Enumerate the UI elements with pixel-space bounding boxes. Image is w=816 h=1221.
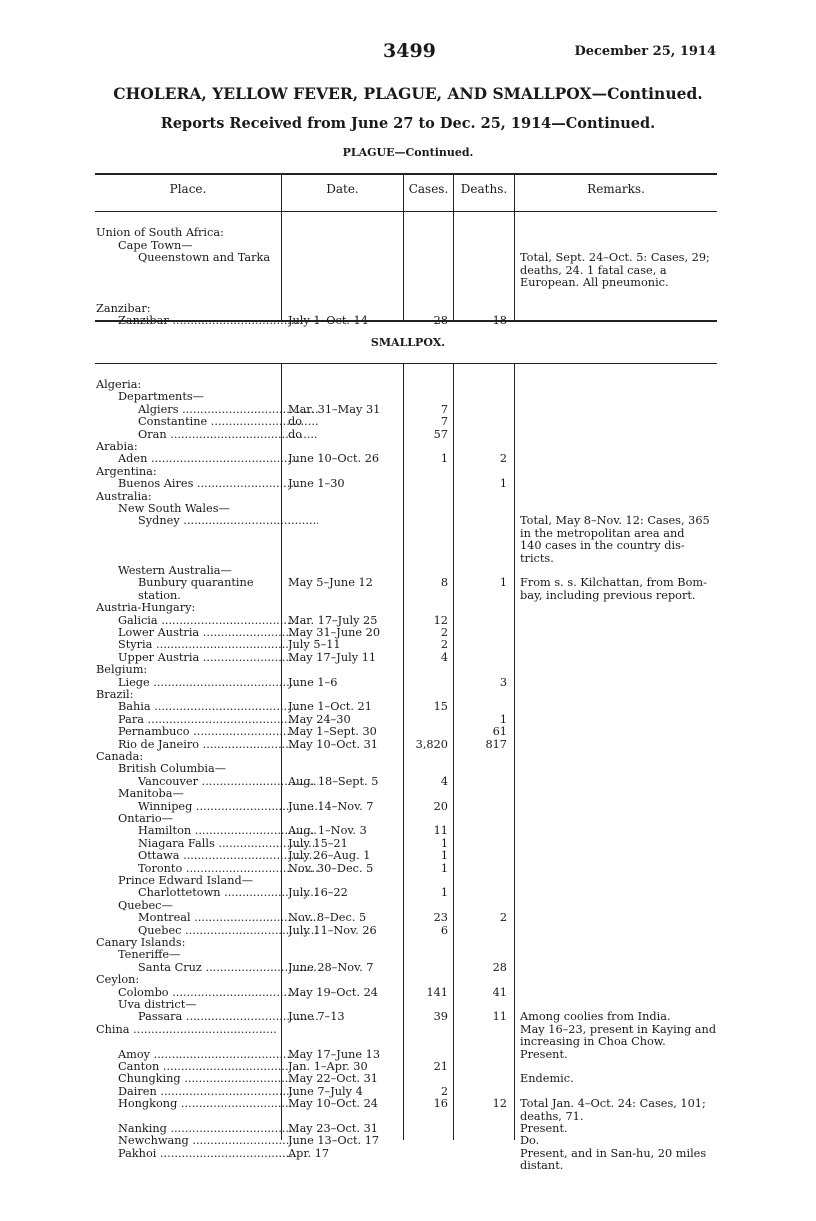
col-header-cases: Cases.: [408, 182, 449, 196]
place-cell: Prince Edward Island—: [118, 874, 254, 887]
cases-cell: 16: [433, 1097, 448, 1111]
table-row: [0, 824, 816, 837]
table-row: [0, 762, 816, 775]
table-row: [0, 552, 816, 565]
place-cell: Ottawa .....: [96, 849, 318, 862]
table-row: [0, 750, 816, 763]
table-row: [0, 899, 816, 912]
date-cell: July 1–Oct. 14: [288, 314, 368, 328]
cases-cell: 1: [440, 452, 448, 466]
deaths-cell: 12: [492, 1097, 507, 1111]
place-cell: Newchwang .....: [96, 1134, 298, 1147]
table-row: [0, 676, 816, 689]
remarks-cell: in the metropolitan area and: [520, 526, 685, 540]
cases-cell: 1: [440, 849, 448, 863]
date-cell: May 24–30: [288, 712, 351, 726]
place-cell: Belgium:: [96, 663, 148, 677]
cases-cell: 4: [440, 774, 448, 788]
place-cell: Styria .....: [96, 638, 298, 651]
remarks-cell: bay, including previous report.: [520, 588, 696, 602]
place-cell: China .....: [96, 1023, 276, 1036]
place-cell: Montreal .....: [96, 911, 318, 924]
cases-cell: 15: [433, 700, 448, 714]
deaths-cell: 817: [485, 737, 507, 751]
table-row: [0, 1134, 816, 1147]
place-cell: Ceylon:: [96, 973, 140, 987]
cases-cell: 21: [433, 1060, 448, 1073]
table-row: [0, 713, 816, 726]
place-cell: Passara .....: [96, 1010, 318, 1023]
table-row: [0, 502, 816, 515]
date-cell: May 1–Sept. 30: [288, 725, 377, 739]
place-cell: Quebec .....: [96, 924, 318, 937]
date-cell: July 15–21: [288, 836, 348, 850]
table-row: [0, 465, 816, 478]
table-row: [0, 239, 816, 252]
table-row: [0, 302, 816, 315]
table-row: [0, 849, 816, 862]
date-cell: do: [288, 415, 303, 429]
deaths-cell: 18: [492, 314, 507, 328]
table-row: [0, 1023, 816, 1036]
remarks-cell: Present, and in San-hu, 20 miles: [520, 1146, 707, 1160]
table-row: [0, 1035, 816, 1048]
table-row: [0, 874, 816, 887]
deaths-cell: 11: [492, 1010, 507, 1024]
plague-section-title: PLAGUE—Continued.: [342, 146, 474, 159]
deaths-cell: 2: [499, 452, 507, 466]
place-cell: station.: [138, 588, 181, 602]
table-row: [0, 276, 816, 289]
table-row: [0, 226, 816, 239]
date-cell: June 13–Oct. 17: [288, 1134, 380, 1148]
table-row: [0, 812, 816, 825]
deaths-cell: 2: [499, 911, 507, 925]
place-cell: Hongkong .....: [96, 1097, 298, 1110]
col-header-deaths: Deaths.: [460, 182, 508, 196]
date-cell: May 17–July 11: [288, 650, 377, 664]
remarks-cell: Among coolies from India.: [520, 1010, 671, 1024]
remarks-cell: Total, Sept. 24–Oct. 5: Cases, 29;: [520, 251, 710, 265]
table-row: [0, 452, 816, 465]
date-cell: Mar. 17–July 25: [288, 613, 378, 627]
place-cell: Lower Austria .....: [96, 626, 298, 639]
cases-cell: 7: [440, 402, 448, 416]
place-cell: Buenos Aires .....: [96, 477, 298, 490]
remarks-cell: Present.: [520, 1047, 568, 1061]
table-row: [0, 539, 816, 552]
place-cell: Quebec—: [118, 898, 173, 912]
table-row: [0, 638, 816, 651]
table-row: [0, 1147, 816, 1160]
place-cell: Uva district—: [118, 998, 197, 1011]
table-row: [0, 738, 816, 751]
table-row: [0, 576, 816, 589]
place-cell: Brazil:: [96, 688, 134, 701]
place-cell: Zanzibar .....: [96, 314, 298, 327]
cases-cell: 1: [440, 836, 448, 850]
date-cell: May 19–Oct. 24: [288, 985, 378, 999]
place-cell: Sydney .....: [96, 514, 318, 527]
remarks-cell: Do.: [520, 1134, 540, 1148]
place-cell: Toronto .....: [96, 862, 318, 875]
place-cell: Canary Islands:: [96, 936, 186, 949]
date-cell: June 1–30: [288, 477, 345, 491]
cases-cell: 6: [440, 923, 448, 937]
table-row: [0, 886, 816, 899]
cases-cell: 2: [440, 638, 448, 652]
place-cell: Hamilton .....: [96, 824, 318, 837]
place-cell: Austria-Hungary:: [96, 601, 196, 615]
place-cell: Aden .....: [96, 452, 298, 465]
table-row: [0, 973, 816, 986]
cases-cell: 8: [440, 576, 448, 590]
smallpox-section-title: SMALLPOX.: [370, 336, 446, 349]
remarks-cell: tricts.: [520, 551, 554, 565]
col-header-date: Date.: [326, 182, 359, 196]
table-row: [0, 1048, 816, 1061]
col-header-remarks: Remarks.: [587, 182, 645, 196]
place-cell: Vancouver .....: [96, 775, 318, 788]
table-row: [0, 961, 816, 974]
deaths-cell: 3: [499, 675, 507, 689]
table-row: [0, 415, 816, 428]
deaths-cell: 28: [492, 960, 507, 974]
place-cell: Algeria:: [96, 378, 142, 391]
place-cell: Queenstown and Tarka: [138, 251, 271, 265]
table-row: [0, 390, 816, 403]
table-row: [0, 651, 816, 664]
place-cell: Union of South Africa:: [96, 226, 224, 239]
cases-cell: 12: [433, 613, 448, 627]
place-cell: Australia:: [96, 489, 152, 503]
table-row: [0, 862, 816, 875]
place-cell: Santa Cruz .....: [96, 961, 318, 974]
remarks-cell: 140 cases in the country dis-: [520, 539, 685, 553]
place-cell: Canada:: [96, 750, 144, 763]
table-row: [0, 775, 816, 788]
remarks-cell: Total Jan. 4–Oct. 24: Cases, 101;: [520, 1097, 706, 1111]
place-cell: Canton .....: [96, 1060, 298, 1073]
date-cell: May 5–June 12: [288, 576, 373, 590]
place-cell: Ontario—: [118, 812, 173, 825]
remarks-cell: deaths, 24. 1 fatal case, a: [520, 263, 667, 277]
table-top-rule: [95, 173, 717, 175]
place-cell: Oran .....: [96, 428, 318, 441]
page-number: 3499: [383, 40, 436, 62]
table-row: [0, 477, 816, 490]
report-subtitle: Reports Received from June 27 to Dec. 25, 1914—Continued.: [160, 115, 656, 132]
table-row: [0, 514, 816, 527]
date-cell: May 10–Oct. 24: [288, 1097, 378, 1111]
cases-cell: 20: [433, 799, 448, 813]
cases-cell: 11: [433, 824, 448, 838]
table-row: [0, 924, 816, 937]
cases-cell: 39: [433, 1010, 448, 1024]
date-cell: May 31–June 20: [288, 626, 381, 639]
cases-cell: 4: [440, 650, 448, 664]
date-cell: July 5–11: [288, 638, 341, 652]
table-row: [0, 440, 816, 453]
place-cell: Bahia .....: [96, 700, 298, 713]
cases-cell: 28: [433, 314, 448, 328]
place-cell: Zanzibar:: [96, 301, 151, 315]
deaths-cell: 1: [499, 477, 507, 491]
date-cell: June 7–July 4: [288, 1084, 363, 1098]
remarks-cell: Total, May 8–Nov. 12: Cases, 365: [520, 514, 710, 528]
cases-cell: 7: [440, 415, 448, 429]
remarks-cell: Endemic.: [520, 1072, 574, 1086]
place-cell: Winnipeg .....: [96, 800, 318, 813]
table-row: [0, 688, 816, 701]
table-row: [0, 837, 816, 850]
table-row: [0, 986, 816, 999]
place-cell: Rio de Janeiro .....: [96, 738, 298, 751]
date-cell: May 10–Oct. 31: [288, 737, 378, 751]
remarks-cell: From s. s. Kilchattan, from Bom-: [520, 576, 707, 590]
date-cell: July 16–22: [288, 886, 348, 900]
place-cell: Charlottetown .....: [96, 886, 318, 899]
remarks-cell: May 16–23, present in Kaying and: [520, 1022, 717, 1036]
cases-cell: 3,820: [415, 737, 448, 751]
smallpox-top-rule: [95, 363, 717, 364]
place-cell: Amoy .....: [96, 1048, 298, 1061]
place-cell: Constantine .....: [96, 415, 318, 428]
place-cell: Pakhoi .....: [96, 1147, 298, 1160]
date-cell: Jan. 1–Apr. 30: [288, 1060, 368, 1073]
place-cell: Para .....: [96, 713, 298, 726]
date-cell: Apr. 17: [288, 1146, 330, 1160]
place-cell: Pernambuco .....: [96, 725, 298, 738]
table-row: [0, 725, 816, 738]
place-cell: Colombo .....: [96, 986, 298, 999]
place-cell: Teneriffe—: [118, 948, 181, 962]
deaths-cell: 41: [492, 985, 507, 999]
date-cell: Nov. 30–Dec. 5: [288, 861, 374, 875]
deaths-cell: 1: [499, 712, 507, 726]
place-cell: Departments—: [118, 390, 204, 404]
table-row: [0, 251, 816, 264]
date-cell: June 1–Oct. 21: [288, 700, 372, 714]
place-cell: Algiers .....: [96, 403, 318, 416]
cases-cell: 23: [433, 911, 448, 925]
cases-cell: 1: [440, 861, 448, 875]
table-row: [0, 264, 816, 277]
place-cell: Cape Town—: [118, 238, 193, 252]
date-cell: May 23–Oct. 31: [288, 1122, 378, 1135]
date-cell: do: [288, 427, 303, 441]
table-row: [0, 1110, 816, 1123]
table-row: [0, 626, 816, 639]
table-row: [0, 936, 816, 949]
remarks-cell: increasing in Choa Chow.: [520, 1035, 666, 1049]
date-cell: July 11–Nov. 26: [288, 923, 377, 937]
table-row: [0, 378, 816, 391]
date-cell: Aug. 18–Sept. 5: [288, 774, 379, 788]
table-row: [0, 663, 816, 676]
table-row: [0, 403, 816, 416]
place-cell: Niagara Falls .....: [96, 837, 318, 850]
table-row: [0, 614, 816, 627]
table-row: [0, 787, 816, 800]
date-cell: June 7–13: [288, 1010, 345, 1024]
table-row: [0, 289, 816, 302]
page-date: December 25, 1914: [574, 44, 716, 59]
place-cell: Nanking .....: [96, 1122, 298, 1135]
table-row: [0, 1072, 816, 1085]
table-row: [0, 490, 816, 503]
place-cell: Bunbury quarantine: [138, 576, 254, 590]
table-row: [0, 700, 816, 713]
date-cell: Mar. 31–May 31: [288, 402, 381, 416]
table-row: [0, 1159, 816, 1172]
deaths-cell: 1: [499, 576, 507, 590]
cases-cell: 2: [440, 1084, 448, 1098]
place-cell: New South Wales—: [118, 502, 230, 515]
place-cell: Argentina:: [96, 464, 157, 478]
date-cell: Aug. 1–Nov. 3: [288, 824, 367, 838]
table-row: [0, 589, 816, 602]
place-cell: British Columbia—: [118, 762, 227, 776]
table-row: [0, 1060, 816, 1073]
cases-cell: 57: [433, 427, 448, 441]
remarks-cell: European. All pneumonic.: [520, 276, 669, 290]
remarks-cell: Present.: [520, 1122, 568, 1135]
cases-cell: 1: [440, 886, 448, 900]
place-cell: Liege .....: [96, 676, 298, 689]
date-cell: June 28–Nov. 7: [288, 960, 374, 974]
place-cell: Western Australia—: [118, 564, 232, 577]
table-row: [0, 1097, 816, 1110]
table-row: [0, 911, 816, 924]
deaths-cell: 61: [492, 725, 507, 739]
date-cell: June 10–Oct. 26: [288, 452, 380, 466]
table-row: [0, 1010, 816, 1023]
date-cell: May 17–June 13: [288, 1047, 381, 1061]
header-bottom-rule: [95, 211, 717, 212]
date-cell: June 1–6: [288, 675, 338, 689]
place-cell: Upper Austria .....: [96, 651, 298, 664]
place-cell: Dairen .....: [96, 1085, 298, 1098]
place-cell: Chungking .....: [96, 1072, 298, 1085]
table-row: [0, 428, 816, 441]
col-header-place: Place.: [169, 182, 207, 196]
date-cell: July 26–Aug. 1: [288, 849, 371, 863]
date-cell: Nov. 8–Dec. 5: [288, 911, 367, 925]
date-cell: June 14–Nov. 7: [288, 799, 374, 813]
table-row: [0, 314, 816, 327]
table-row: [0, 800, 816, 813]
table-row: [0, 948, 816, 961]
table-row: [0, 564, 816, 577]
report-title: CHOLERA, YELLOW FEVER, PLAGUE, AND SMALLPOX—Continued.: [113, 84, 703, 103]
table-row: [0, 1122, 816, 1135]
cases-cell: 2: [440, 626, 448, 639]
table-row: [0, 601, 816, 614]
table-row: [0, 998, 816, 1011]
table-row: [0, 527, 816, 540]
remarks-cell: distant.: [520, 1159, 564, 1173]
table-row: [0, 1085, 816, 1098]
date-cell: May 22–Oct. 31: [288, 1072, 378, 1086]
place-cell: Manitoba—: [118, 787, 184, 801]
cases-cell: 141: [426, 985, 448, 999]
remarks-cell: deaths, 71.: [520, 1109, 584, 1123]
place-cell: Arabia:: [96, 440, 138, 453]
place-cell: Galicia .....: [96, 614, 298, 627]
